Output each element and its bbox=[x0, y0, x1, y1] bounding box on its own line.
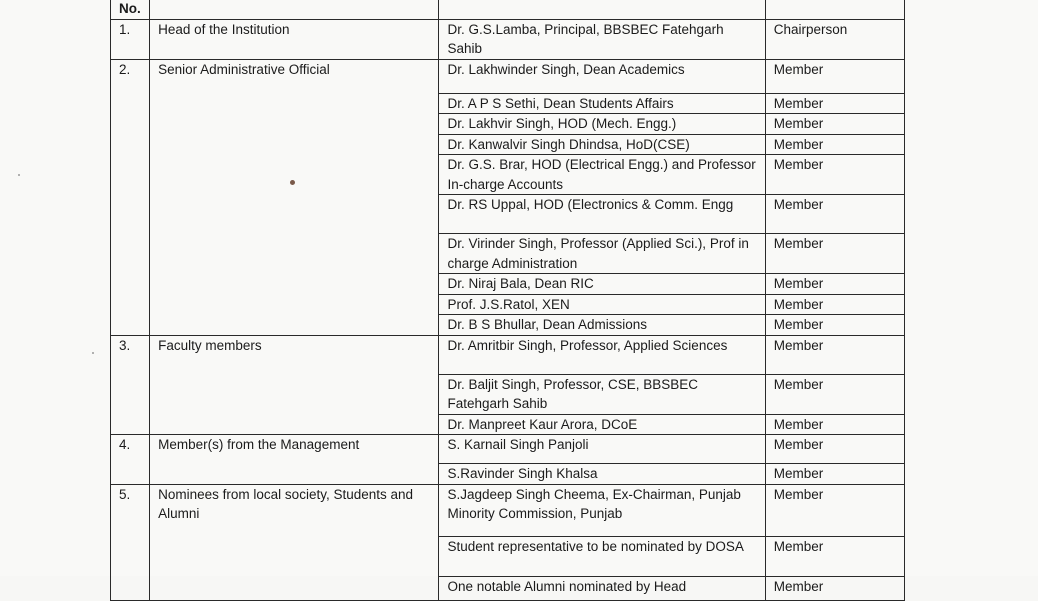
row-role: Member bbox=[765, 134, 904, 155]
row-role: Member bbox=[765, 435, 904, 464]
row-name: Dr. G.S.Lamba, Principal, BBSBEC Fatehgarh Sahib bbox=[439, 19, 765, 59]
row-name: Dr. Amritbir Singh, Professor, Applied Sciences bbox=[439, 335, 765, 374]
header-no: No. bbox=[111, 0, 150, 19]
table-row bbox=[111, 484, 905, 536]
row-category: Head of the Institution bbox=[150, 19, 439, 59]
row-role: Member bbox=[765, 414, 904, 435]
row-name: Prof. J.S.Ratol, XEN bbox=[439, 294, 765, 315]
row-category: Faculty members bbox=[150, 335, 439, 435]
row-category: Senior Administrative Official bbox=[150, 59, 439, 335]
scan-speck bbox=[18, 174, 20, 176]
row-name: Dr. B S Bhullar, Dean Admissions bbox=[439, 315, 765, 336]
row-name: Dr. Kanwalvir Singh Dhindsa, HoD(CSE) bbox=[439, 134, 765, 155]
row-name: Dr. A P S Sethi, Dean Students Affairs bbox=[439, 93, 765, 114]
table-row bbox=[111, 19, 905, 59]
committee-table bbox=[110, 0, 905, 601]
row-role: Member bbox=[765, 374, 904, 414]
row-no: 2. bbox=[111, 59, 150, 335]
row-role: Member bbox=[765, 234, 904, 274]
table-row bbox=[111, 59, 905, 93]
row-name: Dr. Manpreet Kaur Arora, DCoE bbox=[439, 414, 765, 435]
row-role: Member bbox=[765, 114, 904, 135]
row-role: Member bbox=[765, 315, 904, 336]
row-no: 3. bbox=[111, 335, 150, 435]
table-header-row bbox=[111, 0, 905, 19]
table-row bbox=[111, 335, 905, 374]
row-role: Member bbox=[765, 294, 904, 315]
row-role: Member bbox=[765, 195, 904, 234]
row-role: Member bbox=[765, 335, 904, 374]
row-no: 1. bbox=[111, 19, 150, 59]
row-role: Member bbox=[765, 155, 904, 195]
scan-speck bbox=[92, 352, 94, 354]
row-name: Dr. Lakhvir Singh, HOD (Mech. Engg.) bbox=[439, 114, 765, 135]
row-name: Dr. RS Uppal, HOD (Electronics & Comm. Engg bbox=[439, 195, 765, 234]
row-role: Member bbox=[765, 59, 904, 93]
row-no: 4. bbox=[111, 435, 150, 485]
row-no: 5. bbox=[111, 484, 150, 600]
row-name: Dr. G.S. Brar, HOD (Electrical Engg.) and Professor In-charge Accounts bbox=[439, 155, 765, 195]
row-name: S.Ravinder Singh Khalsa bbox=[439, 464, 765, 485]
row-role: Member bbox=[765, 536, 904, 576]
row-name: Student representative to be nominated by DOSA bbox=[439, 536, 765, 576]
row-name: Dr. Baljit Singh, Professor, CSE, BBSBEC Fatehgarh Sahib bbox=[439, 374, 765, 414]
row-category: Nominees from local society, Students and Alumni bbox=[150, 484, 439, 600]
row-name: Dr. Lakhwinder Singh, Dean Academics bbox=[439, 59, 765, 93]
row-name: Dr. Niraj Bala, Dean RIC bbox=[439, 274, 765, 295]
row-role: Member bbox=[765, 274, 904, 295]
row-name: S.Jagdeep Singh Cheema, Ex-Chairman, Punjab Minority Commission, Punjab bbox=[439, 484, 765, 536]
row-role: Member bbox=[765, 484, 904, 536]
table-row bbox=[111, 435, 905, 464]
row-name: One notable Alumni nominated by Head bbox=[439, 576, 765, 600]
row-role: Member bbox=[765, 576, 904, 600]
row-name: Dr. Virinder Singh, Professor (Applied Sci.), Prof in charge Administration bbox=[439, 234, 765, 274]
row-name: S. Karnail Singh Panjoli bbox=[439, 435, 765, 464]
row-role: Member bbox=[765, 464, 904, 485]
row-role: Chairperson bbox=[765, 19, 904, 59]
row-role: Member bbox=[765, 93, 904, 114]
scan-speck bbox=[290, 180, 295, 185]
row-category: Member(s) from the Management bbox=[150, 435, 439, 485]
